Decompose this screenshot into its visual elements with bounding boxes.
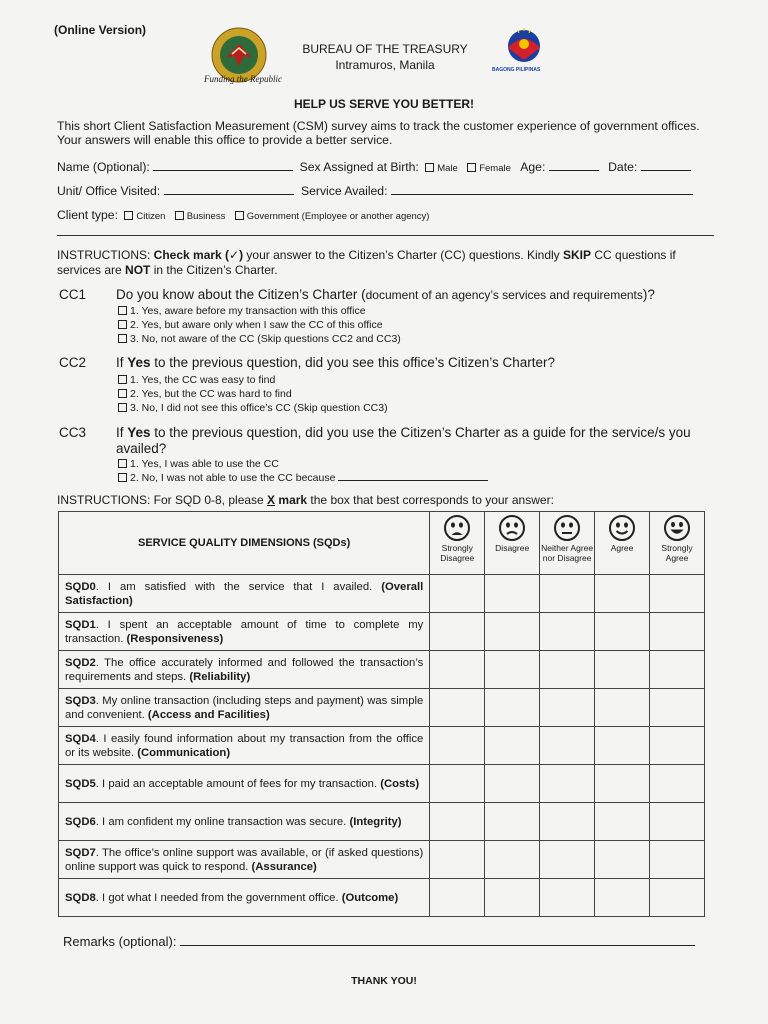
sqd-dimension: (Communication) [137,746,231,759]
cc2-question [116,355,716,371]
sqd-item [59,651,430,689]
sqd-dimension: (Responsiveness) [126,632,224,645]
sqd-dimension: (Overall Satisfaction) [65,580,424,607]
sqd-item [59,689,430,727]
sqd-item [59,575,430,613]
rating-label: Strongly Disagree [440,543,475,563]
sex-label: Sex Assigned at Birth: [299,160,419,174]
bagong-pilipinas-text: BAGONG PILIPINAS [492,67,541,73]
sqd-instr-x: X [267,493,276,507]
client-type-row [57,208,429,222]
sqd-code: SQD1 [65,618,96,631]
sqd-rating-cell[interactable] [430,613,485,651]
cc3-reason-field[interactable] [338,471,488,481]
sqd-rating-cell[interactable] [430,651,485,689]
sqd-rating-cell[interactable] [485,727,540,765]
sqd-instr-text: INSTRUCTIONS: For SQD 0-8, please [57,493,268,507]
sqd-rating-cell[interactable] [430,879,485,917]
sqd-rating-cell[interactable] [650,689,705,727]
sqd-code: SQD2 [65,656,96,669]
page-title: HELP US SERVE YOU BETTER! [293,97,475,111]
age-label: Age: [520,160,546,174]
cc3-code: CC3 [59,425,87,440]
motto: Funding the Republic [204,74,282,84]
agency-heading [300,41,470,73]
cc1-question [116,287,716,303]
sqd-rating-cell[interactable] [485,803,540,841]
agency-name: BUREAU OF THE TREASURY [302,42,468,56]
sqd-row [59,575,705,613]
rating-label: Disagree [495,543,530,553]
sqd-text: . The office accurately informed and followed the transaction’s requirements and steps. [65,656,424,683]
sqd-rating-cell[interactable] [485,879,540,917]
sqd-text: . I spent an acceptable amount of time to complete my transaction. [65,618,424,645]
female-checkbox[interactable] [467,163,476,172]
sqd-rating-cell[interactable] [540,765,595,803]
date-label: Date: [608,160,638,174]
cc1-checkbox-2[interactable] [118,320,127,329]
sqd-item [59,841,430,879]
rating-label: Strongly Agree [661,543,693,563]
cc1-q-text: Do you know about the Citizen’s Charter ( [116,287,366,302]
version-label: (Online Version) [54,23,147,37]
cc3-option-2[interactable] [118,471,488,485]
sqd-row [59,841,705,879]
sqd-dimension: (Access and Facilities) [147,708,270,721]
sqd-rating-cell[interactable] [650,613,705,651]
cc-instr-text2: your answer to the Citizen’s Charter (CC) questions. Kindly [243,248,564,262]
sqd-rating-cell[interactable] [650,879,705,917]
sqd-code: SQD6 [65,815,96,828]
cc2-option-2-label: 2. Yes, but the CC was hard to find [130,388,292,400]
sqd-code: SQD4 [65,732,96,745]
rating-label: Neither Agree nor Disagree [541,543,594,563]
cc1-option-3-label: 3. No, not aware of the CC (Skip questions CC2 and CC3) [130,333,401,345]
cc-instr-skip: SKIP [563,248,592,262]
cc2-option-2[interactable] [118,387,292,401]
sqd-rating-cell[interactable] [650,727,705,765]
remarks-label: Remarks (optional): [63,934,177,949]
sqd-code: SQD5 [65,777,96,790]
sqd-row [59,689,705,727]
age-field[interactable] [549,159,599,171]
divider [57,235,714,236]
personal-info-row [57,159,691,174]
sqd-item [59,803,430,841]
citizen-label: Citizen [136,211,166,222]
sqd-rating-cell[interactable] [595,803,650,841]
unit-label: Unit/ Office Visited: [57,184,161,198]
sqd-rating-cell[interactable] [650,803,705,841]
rating-header-agree [595,512,650,575]
cc3-q-yes: Yes [127,425,151,440]
sqd-rating-cell[interactable] [595,841,650,879]
cc3-question [116,425,716,457]
office-info-row [57,183,693,198]
male-label: Male [437,163,458,174]
sqd-rating-cell[interactable] [595,651,650,689]
sqd-instr-end: the box that best corresponds to your answer: [307,493,554,507]
cc1-option-3[interactable] [118,332,401,346]
sqd-rating-cell[interactable] [650,841,705,879]
happy-face-icon [608,514,636,542]
cc2-checkbox-3[interactable] [118,403,127,412]
cc1-checkbox-1[interactable] [118,306,127,315]
sqd-row [59,765,705,803]
remarks-field[interactable] [180,934,695,946]
sqd-rating-cell[interactable] [540,651,595,689]
sqd-rating-cell[interactable] [595,765,650,803]
cc1-q-end: )? [642,287,655,302]
sqd-row [59,727,705,765]
cc2-option-3-label: 3. No, I did not see this office’s CC (Skip question CC3) [130,402,388,414]
cc2-q-text: If [116,355,128,370]
rating-header-strongly-disagree [430,512,485,575]
cc2-option-3[interactable] [118,401,388,415]
government-label: Government (Employee or another agency) [246,211,430,222]
cc1-option-2[interactable] [118,318,383,332]
sqd-rating-cell[interactable] [430,689,485,727]
cc2-checkbox-1[interactable] [118,375,127,384]
cc3-option-1[interactable] [118,457,279,471]
cc-instr-text: INSTRUCTIONS: [57,248,154,262]
sqd-rating-cell[interactable] [485,765,540,803]
service-label: Service Availed: [300,184,388,198]
cc-instr-not: NOT [125,263,151,277]
cc1-option-2-label: 2. Yes, but aware only when I saw the CC of this office [130,319,383,331]
service-field[interactable] [391,183,693,195]
sqd-rating-cell[interactable] [595,727,650,765]
sqd-dimension: (Assurance) [251,860,317,873]
sqd-item [59,613,430,651]
cc2-option-1-label: 1. Yes, the CC was easy to find [130,374,276,386]
cc1-code: CC1 [59,287,87,302]
sqd-code: SQD3 [65,694,96,707]
sqd-rating-cell[interactable] [430,765,485,803]
male-checkbox[interactable] [425,163,434,172]
sqd-instructions [57,493,717,508]
sqd-text: . The office’s online support was available, or (if asked questions) online support was quick to respond. [65,846,424,873]
sqd-rating-cell[interactable] [430,841,485,879]
sqd-rating-cell[interactable] [485,841,540,879]
cc-instr-check: Check mark (✓) [153,248,244,262]
very-happy-face-icon [663,514,691,542]
cc3-option-2-label: 2. No, I was not able to use the CC because [130,472,336,484]
cc-instructions [57,248,717,278]
cc3-checkbox-2[interactable] [118,473,127,482]
sqd-text: . I easily found information about my transaction from the office or its website. [65,732,424,759]
sqd-rating-cell[interactable] [595,879,650,917]
sqd-rating-cell[interactable] [485,575,540,613]
sqd-rating-cell[interactable] [540,803,595,841]
sad-face-icon [498,514,526,542]
sqd-item [59,727,430,765]
sqd-rating-cell[interactable] [430,803,485,841]
cc3-q-text: If [116,425,128,440]
cc3-q-end: to the previous question, did you use the Citizen’s Charter as a guide for the service/s you availed? [116,425,691,456]
rating-header-strongly-agree [650,512,705,575]
date-field[interactable] [641,159,691,171]
cc1-q-note: document of an agency’s services and requirements [365,288,643,302]
sqd-row [59,879,705,917]
sqd-rating-cell[interactable] [540,575,595,613]
business-label: Business [186,211,226,222]
cc-instr-text3: CC questions if services are [57,248,676,277]
cc-instr-text4: in the Citizen’s Charter. [150,263,278,277]
name-label: Name (Optional): [57,160,150,174]
cc3-option-1-label: 1. Yes, I was able to use the CC [130,458,279,470]
sqd-dimension: (Reliability) [189,670,251,683]
cc2-checkbox-2[interactable] [118,389,127,398]
sqd-table-title: SERVICE QUALITY DIMENSIONS (SQDs) [59,512,430,575]
sqd-item [59,765,430,803]
sqd-rating-cell[interactable] [485,613,540,651]
cc2-option-1[interactable] [118,373,275,387]
sqd-rating-cell[interactable] [540,879,595,917]
sqd-rating-cell[interactable] [595,575,650,613]
sqd-text: . I am satisfied with the service that I availed. [95,580,382,593]
rating-label: Agree [610,543,634,553]
citizen-checkbox[interactable] [124,211,133,220]
sqd-dimension: (Costs) [380,777,420,790]
government-checkbox[interactable] [235,211,244,220]
neutral-face-icon [553,514,581,542]
sqd-item [59,879,430,917]
sqd-code: SQD8 [65,891,96,904]
name-field[interactable] [153,159,293,171]
very-sad-face-icon [443,514,471,542]
sqd-rating-cell[interactable] [430,727,485,765]
sqd-dimension: (Outcome) [341,891,399,904]
sqd-rating-cell[interactable] [540,841,595,879]
cc1-checkbox-3[interactable] [118,334,127,343]
sqd-row [59,613,705,651]
cc2-q-end: to the previous question, did you see this office’s Citizen’s Charter? [150,355,556,370]
sqd-rating-cell[interactable] [430,575,485,613]
sqd-code: SQD7 [65,846,96,859]
cc3-checkbox-1[interactable] [118,459,127,468]
sqd-rating-cell[interactable] [595,689,650,727]
sqd-rating-cell[interactable] [485,689,540,727]
sqd-rating-cell[interactable] [650,765,705,803]
cc2-q-yes: Yes [127,355,151,370]
cc2-code: CC2 [59,355,87,370]
client-type-label: Client type: [57,208,118,222]
agency-location: Intramuros, Manila [335,58,435,72]
sqd-rating-cell[interactable] [540,727,595,765]
rating-header-neutral [540,512,595,575]
sqd-text: . I paid an acceptable amount of fees for my transaction. [95,777,381,790]
sqd-rating-cell[interactable] [650,651,705,689]
sqd-row [59,651,705,689]
rating-header-disagree [485,512,540,575]
sqd-rating-cell[interactable] [650,575,705,613]
cc1-option-1[interactable] [118,304,366,318]
sqd-dimension: (Integrity) [349,815,402,828]
sqd-code: SQD0 [65,580,96,593]
cc1-option-1-label: 1. Yes, aware before my transaction with this office [130,305,366,317]
sqd-rating-cell[interactable] [485,651,540,689]
business-checkbox[interactable] [175,211,184,220]
intro-text: This short Client Satisfaction Measurement (CSM) survey aims to track the customer experience of government offices. Your answers will enable this office to provide a better service. [57,119,700,147]
sqd-rating-cell[interactable] [595,613,650,651]
sqd-table [58,511,705,917]
remarks-row [63,934,695,949]
sqd-text: . I got what I needed from the government office. [95,891,342,904]
sqd-rating-cell[interactable] [540,613,595,651]
female-label: Female [479,163,511,174]
sqd-rating-cell[interactable] [540,689,595,727]
thank-you: THANK YOU! [351,975,417,987]
unit-field[interactable] [164,183,294,195]
sqd-instr-mark: mark [275,493,308,507]
sqd-row [59,803,705,841]
sqd-text: . My online transaction (including steps and payment) was simple and convenient. [65,694,424,721]
sqd-text: . I am confident my online transaction was secure. [95,815,350,828]
